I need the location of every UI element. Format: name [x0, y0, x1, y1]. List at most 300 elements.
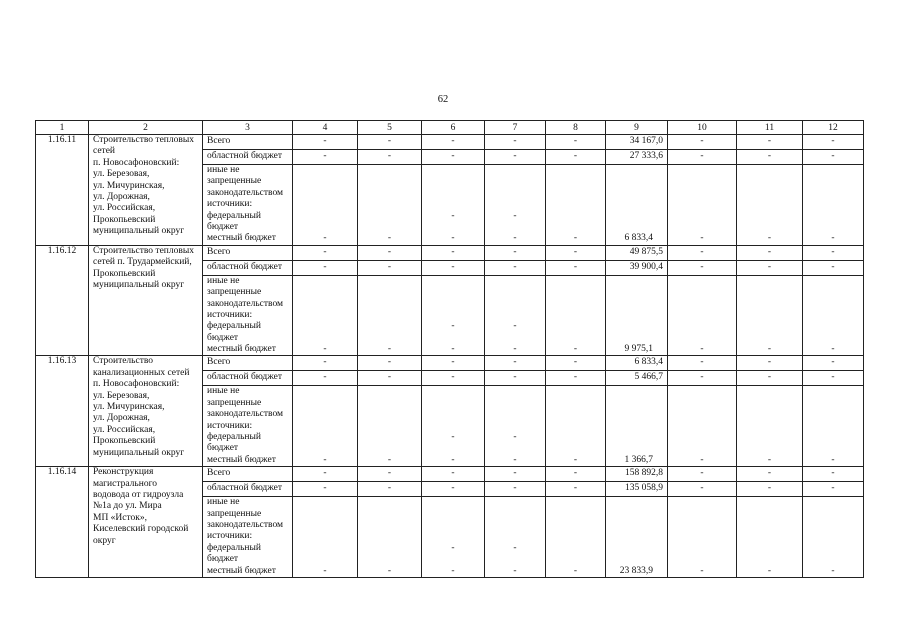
line-spacer: [362, 409, 417, 420]
other-sources-label-line: источники:: [207, 531, 253, 542]
line-spacer: [489, 531, 541, 542]
line-spacer: [426, 531, 480, 542]
value-cell: [668, 165, 737, 246]
line-spacer: [297, 165, 353, 176]
line-spacer: [610, 299, 663, 310]
line-spacer: [362, 287, 417, 298]
line-spacer: [610, 333, 663, 344]
line-spacer: [550, 222, 601, 233]
line-spacer: [741, 531, 798, 542]
line-spacer: [610, 276, 663, 287]
value-cell: 49 875,5: [606, 245, 668, 260]
row-name-line: МП «Исток»,: [93, 512, 148, 523]
line-spacer: [807, 333, 859, 344]
line-spacer: [807, 509, 859, 520]
value-cell: 39 900,4: [606, 260, 668, 275]
federal-budget-value: [807, 432, 859, 443]
line-spacer: [550, 497, 601, 508]
local-budget-value: -: [831, 565, 835, 576]
line-spacer: [489, 199, 541, 210]
line-spacer: [362, 176, 417, 187]
value-cell: -: [293, 135, 358, 150]
local-budget-value: -: [831, 344, 835, 355]
line-spacer: [807, 554, 859, 565]
column-header-4: 4: [293, 121, 358, 135]
federal-budget-value: -: [451, 210, 455, 221]
line-spacer: [489, 520, 541, 531]
other-sources-label-line: запрещенные: [207, 176, 262, 187]
line-spacer: [362, 199, 417, 210]
value-cell: 135 058,9: [606, 482, 668, 497]
column-header-2: 2: [89, 121, 203, 135]
federal-budget-value: [807, 543, 859, 554]
value-cell: -: [358, 482, 422, 497]
value-cell: -: [803, 150, 864, 165]
value-cell: -: [358, 135, 422, 150]
line-spacer: [672, 409, 732, 420]
line-spacer: [426, 276, 480, 287]
federal-budget-value: [610, 432, 663, 443]
line-spacer: [297, 299, 353, 310]
federal-budget-value: [550, 432, 601, 443]
line-spacer: [297, 409, 353, 420]
value-cell: 5 466,7: [606, 371, 668, 386]
federal-budget-label-line: бюджет: [207, 443, 239, 454]
column-header-1: 1: [36, 121, 89, 135]
federal-budget-value: [362, 211, 417, 222]
row-name-line: сетей п. Трудармейский,: [93, 257, 192, 268]
value-cell: -: [737, 356, 803, 371]
line-spacer: [807, 386, 859, 397]
value-cell: [737, 275, 803, 356]
row-total: [36, 467, 864, 482]
federal-budget-value: [550, 543, 601, 554]
row-name-line: ул. Российская,: [93, 424, 156, 435]
local-budget-value: 1 366,7: [624, 454, 653, 465]
federal-budget-value: [362, 543, 417, 554]
row-name-line: ул. Березовая,: [93, 390, 150, 401]
federal-budget-value: [610, 211, 663, 222]
line-spacer: [610, 222, 663, 233]
value-cell: -: [485, 135, 546, 150]
federal-budget-value: [741, 543, 798, 554]
line-spacer: [610, 497, 663, 508]
local-budget-value: -: [767, 454, 772, 465]
line-spacer: [550, 176, 601, 187]
value-cell: -: [668, 356, 737, 371]
row-name: [89, 245, 203, 356]
local-budget-label: местный бюджет: [207, 233, 276, 244]
line-spacer: [807, 443, 859, 454]
line-spacer: [807, 398, 859, 409]
line-spacer: [672, 386, 732, 397]
line-spacer: [550, 165, 601, 176]
line-spacer: [807, 165, 859, 176]
value-cell: -: [358, 150, 422, 165]
local-budget-value: -: [451, 233, 455, 244]
line-spacer: [610, 176, 663, 187]
line-spacer: [550, 398, 601, 409]
value-cell: 158 892,8: [606, 467, 668, 482]
value-cell: [803, 497, 864, 578]
value-cell: [606, 275, 668, 356]
federal-budget-value: -: [513, 542, 517, 553]
budget-label: областной бюджет: [203, 482, 293, 497]
line-spacer: [807, 287, 859, 298]
value-cell: -: [803, 260, 864, 275]
federal-budget-value: [672, 432, 732, 443]
value-cell: [668, 497, 737, 578]
value-cell: -: [803, 482, 864, 497]
line-spacer: [362, 386, 417, 397]
line-spacer: [550, 287, 601, 298]
line-spacer: [362, 520, 417, 531]
line-spacer: [610, 554, 663, 565]
local-budget-value: -: [573, 565, 578, 576]
value-cell: -: [737, 150, 803, 165]
other-sources-label-line: запрещенные: [207, 397, 262, 408]
row-code: 1.16.14: [36, 467, 89, 578]
line-spacer: [362, 554, 417, 565]
line-spacer: [297, 520, 353, 531]
value-cell: [293, 386, 358, 467]
line-spacer: [610, 386, 663, 397]
line-spacer: [297, 310, 353, 321]
value-cell: [546, 497, 606, 578]
local-budget-value: 9 975,1: [624, 344, 653, 355]
value-cell: -: [358, 467, 422, 482]
line-spacer: [362, 398, 417, 409]
value-cell: -: [422, 135, 485, 150]
value-cell: [485, 497, 546, 578]
column-header-9: 9: [606, 121, 668, 135]
line-spacer: [741, 333, 798, 344]
line-spacer: [362, 276, 417, 287]
local-budget-label: местный бюджет: [207, 454, 276, 465]
budget-label: Всего: [203, 245, 293, 260]
value-cell: [293, 497, 358, 578]
line-spacer: [426, 398, 480, 409]
line-spacer: [610, 409, 663, 420]
value-cell: -: [668, 260, 737, 275]
value-cell: -: [803, 467, 864, 482]
value-cell: -: [358, 260, 422, 275]
row-name-line: Прокопьевский: [93, 436, 156, 447]
line-spacer: [741, 520, 798, 531]
line-spacer: [672, 276, 732, 287]
value-cell: -: [293, 356, 358, 371]
line-spacer: [362, 299, 417, 310]
row-name-line: Киселевский городской: [93, 524, 189, 535]
value-cell: -: [358, 356, 422, 371]
value-cell: -: [485, 150, 546, 165]
line-spacer: [489, 188, 541, 199]
line-spacer: [610, 531, 663, 542]
line-spacer: [426, 497, 480, 508]
federal-budget-value: [741, 321, 798, 332]
line-spacer: [672, 199, 732, 210]
row-code: 1.16.13: [36, 356, 89, 467]
row-code: 1.16.12: [36, 245, 89, 356]
line-spacer: [672, 299, 732, 310]
line-spacer: [741, 222, 798, 233]
row-name-line: муниципальный округ: [93, 447, 185, 458]
value-cell: [422, 275, 485, 356]
value-cell: [737, 497, 803, 578]
line-spacer: [426, 421, 480, 432]
federal-budget-value: [672, 211, 732, 222]
row-code: 1.16.11: [36, 135, 89, 246]
column-header-12: 12: [803, 121, 864, 135]
line-spacer: [610, 398, 663, 409]
table-header-row: [36, 121, 864, 135]
line-spacer: [362, 222, 417, 233]
line-spacer: [426, 409, 480, 420]
line-spacer: [672, 520, 732, 531]
value-cell: -: [422, 245, 485, 260]
row-name-line: ул. Дорожная,: [93, 191, 150, 202]
line-spacer: [741, 554, 798, 565]
budget-table: [35, 120, 864, 578]
local-budget-value: -: [387, 344, 392, 355]
value-cell: -: [358, 371, 422, 386]
local-budget-value: -: [451, 454, 455, 465]
line-spacer: [489, 222, 541, 233]
value-cell: -: [803, 371, 864, 386]
line-spacer: [610, 310, 663, 321]
line-spacer: [741, 497, 798, 508]
line-spacer: [362, 509, 417, 520]
budget-label: областной бюджет: [203, 371, 293, 386]
row-name-line: п. Новосафоновский:: [93, 157, 180, 168]
table-body: [36, 135, 864, 578]
line-spacer: [489, 409, 541, 420]
value-cell: 6 833,4: [606, 356, 668, 371]
value-cell: [803, 165, 864, 246]
value-cell: [358, 386, 422, 467]
line-spacer: [489, 276, 541, 287]
federal-budget-label-line: бюджет: [207, 332, 239, 343]
line-spacer: [489, 310, 541, 321]
other-sources-label-line: иные не: [207, 386, 240, 397]
federal-budget-value: [672, 321, 732, 332]
value-cell: -: [737, 482, 803, 497]
line-spacer: [610, 421, 663, 432]
line-spacer: [610, 165, 663, 176]
federal-budget-value: [362, 432, 417, 443]
value-cell: 34 167,0: [606, 135, 668, 150]
line-spacer: [550, 310, 601, 321]
local-budget-value: -: [387, 565, 392, 576]
line-spacer: [489, 333, 541, 344]
value-cell: -: [293, 150, 358, 165]
value-cell: -: [737, 467, 803, 482]
federal-budget-value: [672, 543, 732, 554]
line-spacer: [550, 333, 601, 344]
value-cell: [668, 386, 737, 467]
line-spacer: [297, 554, 353, 565]
row-name-line: Прокопьевский: [93, 214, 156, 225]
line-spacer: [672, 443, 732, 454]
line-spacer: [807, 299, 859, 310]
local-budget-value: -: [451, 344, 455, 355]
value-cell: -: [422, 371, 485, 386]
value-cell: 27 333,6: [606, 150, 668, 165]
value-cell: -: [803, 245, 864, 260]
federal-budget-label-line: федеральный: [207, 210, 261, 221]
line-spacer: [741, 188, 798, 199]
line-spacer: [362, 310, 417, 321]
local-budget-value: -: [573, 454, 578, 465]
line-spacer: [550, 421, 601, 432]
row-name: [89, 356, 203, 467]
value-cell: -: [803, 356, 864, 371]
federal-budget-label-line: бюджет: [207, 554, 239, 565]
line-spacer: [426, 176, 480, 187]
other-sources-label-line: законодательством: [207, 298, 284, 309]
value-cell: -: [668, 245, 737, 260]
local-budget-value: -: [323, 233, 327, 244]
value-cell: -: [546, 371, 606, 386]
other-sources-label-line: запрещенные: [207, 287, 262, 298]
line-spacer: [426, 287, 480, 298]
line-spacer: [807, 276, 859, 287]
row-name-line: ул. Мичуринская,: [93, 402, 165, 413]
line-spacer: [426, 386, 480, 397]
local-budget-label: местный бюджет: [207, 565, 276, 576]
line-spacer: [426, 222, 480, 233]
line-spacer: [297, 497, 353, 508]
other-sources-label-line: иные не: [207, 275, 240, 286]
line-spacer: [610, 199, 663, 210]
local-budget-value: -: [700, 454, 704, 465]
federal-budget-value: -: [513, 321, 517, 332]
federal-budget-value: -: [451, 321, 455, 332]
line-spacer: [741, 165, 798, 176]
federal-budget-value: -: [513, 432, 517, 443]
row-name-line: магистрального: [93, 478, 157, 489]
value-cell: -: [485, 356, 546, 371]
line-spacer: [489, 287, 541, 298]
row-name-line: ул. Березовая,: [93, 169, 150, 180]
line-spacer: [672, 398, 732, 409]
line-spacer: [297, 531, 353, 542]
line-spacer: [297, 176, 353, 187]
row-name-line: №1а до ул. Мира: [93, 501, 162, 512]
page-number: 62: [437, 94, 449, 105]
line-spacer: [489, 299, 541, 310]
local-budget-value: -: [387, 233, 392, 244]
line-spacer: [807, 176, 859, 187]
value-cell: -: [422, 356, 485, 371]
line-spacer: [550, 276, 601, 287]
value-cell: [737, 165, 803, 246]
column-header-5: 5: [358, 121, 422, 135]
line-spacer: [362, 333, 417, 344]
other-sources-label-line: законодательством: [207, 409, 284, 420]
other-sources-label: [203, 497, 293, 578]
row-name-line: ул. Мичуринская,: [93, 180, 165, 191]
budget-label: областной бюджет: [203, 260, 293, 275]
value-cell: -: [485, 371, 546, 386]
line-spacer: [489, 398, 541, 409]
federal-budget-value: -: [513, 210, 517, 221]
row-name-line: водовода от гидроузла: [93, 489, 184, 500]
line-spacer: [297, 276, 353, 287]
line-spacer: [672, 421, 732, 432]
local-budget-value: -: [387, 454, 392, 465]
value-cell: [293, 275, 358, 356]
value-cell: [358, 165, 422, 246]
line-spacer: [741, 386, 798, 397]
line-spacer: [362, 188, 417, 199]
line-spacer: [426, 199, 480, 210]
value-cell: [546, 386, 606, 467]
line-spacer: [426, 299, 480, 310]
local-budget-value: -: [700, 233, 704, 244]
line-spacer: [610, 443, 663, 454]
federal-budget-value: [610, 321, 663, 332]
other-sources-label: [203, 275, 293, 356]
line-spacer: [610, 509, 663, 520]
row-name-line: Прокопьевский: [93, 268, 156, 279]
line-spacer: [297, 188, 353, 199]
line-spacer: [297, 509, 353, 520]
budget-label: Всего: [203, 467, 293, 482]
line-spacer: [550, 299, 601, 310]
local-budget-value: -: [513, 233, 517, 244]
row-name-line: канализационных сетей: [93, 367, 190, 378]
line-spacer: [741, 287, 798, 298]
line-spacer: [426, 188, 480, 199]
local-budget-value: -: [513, 454, 517, 465]
line-spacer: [610, 188, 663, 199]
row-name-line: ул. Российская,: [93, 203, 156, 214]
value-cell: -: [485, 245, 546, 260]
value-cell: -: [485, 467, 546, 482]
value-cell: -: [293, 371, 358, 386]
federal-budget-value: [297, 321, 353, 332]
federal-budget-label-line: федеральный: [207, 321, 261, 332]
line-spacer: [297, 443, 353, 454]
value-cell: [293, 165, 358, 246]
line-spacer: [741, 398, 798, 409]
line-spacer: [672, 287, 732, 298]
row-name-line: сетей: [93, 146, 116, 157]
federal-budget-value: [807, 211, 859, 222]
row-total: [36, 135, 864, 150]
line-spacer: [672, 497, 732, 508]
line-spacer: [550, 509, 601, 520]
value-cell: [606, 165, 668, 246]
line-spacer: [672, 509, 732, 520]
line-spacer: [426, 310, 480, 321]
value-cell: -: [293, 260, 358, 275]
line-spacer: [550, 409, 601, 420]
line-spacer: [297, 398, 353, 409]
row-name-line: Строительство тепловых: [93, 135, 194, 145]
value-cell: [803, 386, 864, 467]
column-header-8: 8: [546, 121, 606, 135]
value-cell: -: [485, 482, 546, 497]
value-cell: [485, 275, 546, 356]
budget-label: Всего: [203, 135, 293, 150]
local-budget-value: -: [513, 344, 517, 355]
value-cell: -: [546, 260, 606, 275]
value-cell: -: [668, 135, 737, 150]
value-cell: -: [546, 356, 606, 371]
line-spacer: [362, 497, 417, 508]
